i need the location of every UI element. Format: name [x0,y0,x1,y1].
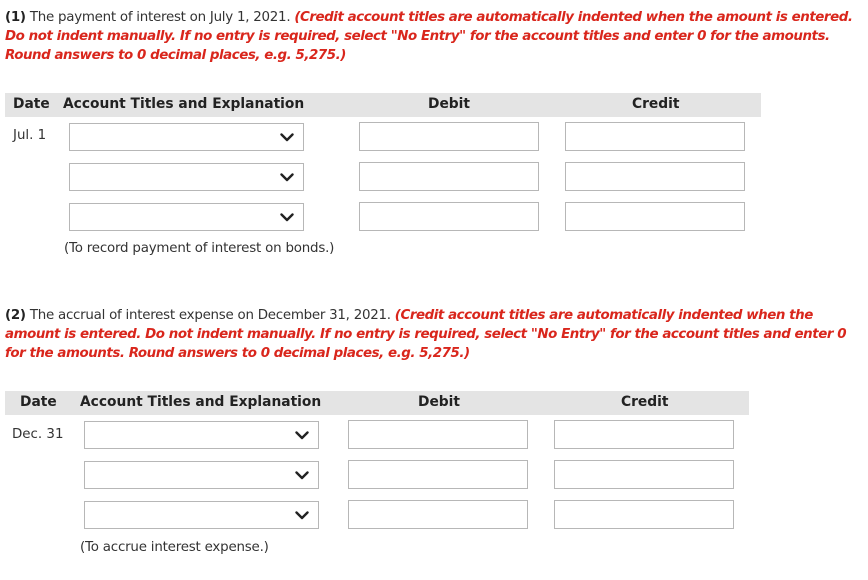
account-title-select[interactable] [84,501,319,529]
question-1-text [5,8,855,65]
col-date-header: Date [20,394,57,410]
journal-table-header [5,93,761,117]
chevron-down-icon [280,213,294,222]
chevron-down-icon [295,511,309,520]
question-instructions: (Credit account titles are automatically indented when the amount is entered. Do not indent manually. If no entry is required, select "No Entry" for the account titles and enter 0 for the amounts. Round answers to 0 decimal places, e.g. 5,275.) [5,10,853,63]
col-debit-header: Debit [418,394,461,410]
chevron-down-icon [280,133,294,142]
debit-input[interactable] [359,202,539,231]
debit-input[interactable] [348,460,528,489]
account-title-select[interactable] [69,163,304,191]
account-title-select[interactable] [69,203,304,231]
col-debit-header: Debit [428,96,471,112]
question-prompt: The payment of interest on July 1, 2021. [29,10,291,25]
chevron-down-icon [295,431,309,440]
col-credit-header: Credit [621,394,669,410]
journal-table-header [5,391,749,415]
account-title-select[interactable] [69,123,304,151]
account-title-select[interactable] [84,461,319,489]
col-account-header: Account Titles and Explanation [63,96,305,112]
chevron-down-icon [280,173,294,182]
credit-input[interactable] [554,420,734,449]
credit-input[interactable] [565,202,745,231]
entry-explanation: (To accrue interest expense.) [80,540,269,555]
col-date-header: Date [13,96,50,112]
question-number: (1) [5,10,26,25]
question-2-text [5,306,855,363]
question-instructions: (Credit account titles are automatically indented when the amount is entered. Do not indent manually. If no entry is required, select "No Entry" for the account titles and enter 0 for the amounts. Round answers to 0 decimal places, e.g. 5,275.) [5,308,847,361]
account-title-select[interactable] [84,421,319,449]
debit-input[interactable] [359,122,539,151]
chevron-down-icon [295,471,309,480]
debit-input[interactable] [348,500,528,529]
entry-date: Dec. 31 [12,427,64,442]
debit-input[interactable] [359,162,539,191]
entry-date: Jul. 1 [13,128,47,143]
question-prompt: The accrual of interest expense on December 31, 2021. [29,308,391,323]
entry-explanation: (To record payment of interest on bonds.) [64,241,335,256]
col-account-header: Account Titles and Explanation [80,394,322,410]
credit-input[interactable] [565,162,745,191]
debit-input[interactable] [348,420,528,449]
credit-input[interactable] [554,460,734,489]
credit-input[interactable] [554,500,734,529]
col-credit-header: Credit [632,96,680,112]
credit-input[interactable] [565,122,745,151]
question-number: (2) [5,308,26,323]
